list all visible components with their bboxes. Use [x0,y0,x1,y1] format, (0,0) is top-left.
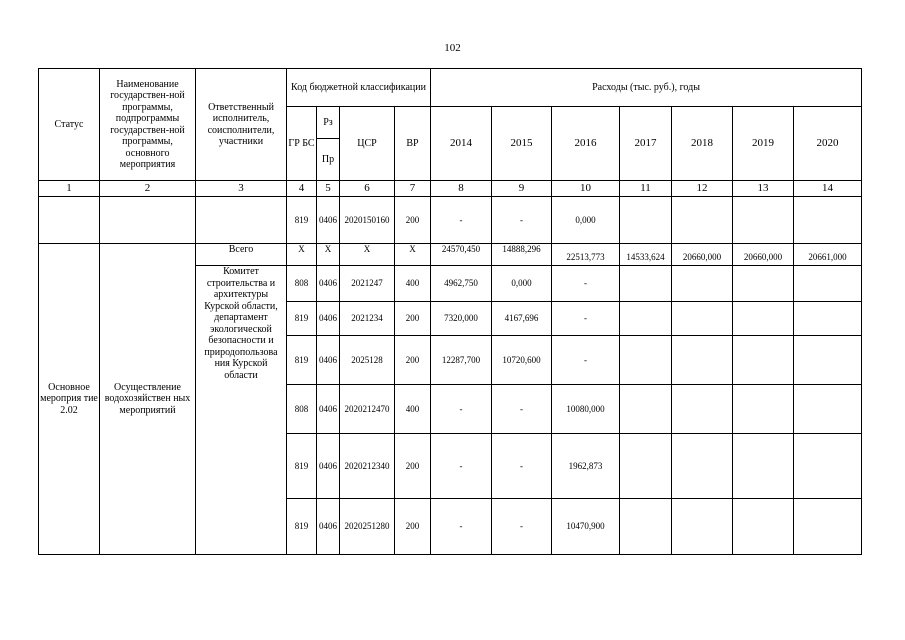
cell-empty [733,197,794,244]
cell-csr: 2021234 [340,302,395,336]
cell-grbs: 808 [287,385,317,434]
cell-vr: X [395,244,431,266]
cell-empty [620,434,672,499]
header-rz: Рз [317,107,340,139]
column-number: 2 [100,181,196,197]
cell-rzpr: 0406 [317,266,340,302]
cell-rzpr: 0406 [317,385,340,434]
cell-csr: 2020251280 [340,499,395,555]
column-numbers-row [39,181,862,197]
cell-empty [733,302,794,336]
header-year: 2019 [733,107,794,181]
cell-empty [672,336,733,385]
section-status: Основное мероприя тие 2.02 [39,244,100,555]
cell-2015: 0,000 [492,266,552,302]
cell-csr: 2020150160 [340,197,395,244]
cell-2016: - [552,336,620,385]
cell-2014: - [431,499,492,555]
cell-empty [620,266,672,302]
cell-2014: 7320,000 [431,302,492,336]
cell-grbs: 819 [287,302,317,336]
cell-empty [100,197,196,244]
cell-grbs: 819 [287,499,317,555]
cell-empty [733,434,794,499]
cell-empty [620,499,672,555]
cell-empty [620,336,672,385]
column-number: 7 [395,181,431,197]
header-grbs: ГР БС [287,107,317,181]
cell-2015: - [492,499,552,555]
cell-grbs: 808 [287,266,317,302]
cell-empty [733,385,794,434]
cell-csr: X [340,244,395,266]
cell-rzpr: 0406 [317,302,340,336]
cell-empty [794,385,862,434]
cell-2016: 0,000 [552,197,620,244]
cell-2014: - [431,385,492,434]
column-number: 1 [39,181,100,197]
cell-2014: 24570,450 [431,244,492,266]
header-budget-code: Код бюджетной классификации [287,69,431,107]
page-number: 102 [444,42,461,54]
cell-2014: - [431,434,492,499]
cell-2015: 10720,600 [492,336,552,385]
cell-empty [672,266,733,302]
cell-empty [672,385,733,434]
header-status: Статус [39,69,100,181]
cell-empty [794,197,862,244]
total-label: Всего [196,244,287,266]
header-responsible: Ответственный исполнитель, соисполнители, участники [196,69,287,181]
cell-rzpr: 0406 [317,336,340,385]
cell-2016: 10470,900 [552,499,620,555]
cell-csr: 2020212340 [340,434,395,499]
cell-empty [733,336,794,385]
column-number: 14 [794,181,862,197]
table-row [39,197,862,244]
cell-csr: 2021247 [340,266,395,302]
column-number: 4 [287,181,317,197]
cell-empty [196,197,287,244]
cell-vr: 400 [395,385,431,434]
cell-2015: - [492,197,552,244]
cell-empty [794,336,862,385]
header-expenses: Расходы (тыс. руб.), годы [431,69,862,107]
header-pr: Пр [317,139,340,181]
cell-rzpr: 0406 [317,197,340,244]
column-number: 13 [733,181,794,197]
cell-empty [672,499,733,555]
cell-vr: 200 [395,302,431,336]
cell-2014: - [431,197,492,244]
cell-empty [794,499,862,555]
header-year: 2016 [552,107,620,181]
cell-empty [39,197,100,244]
cell-grbs: 819 [287,434,317,499]
cell-vr: 200 [395,434,431,499]
cell-empty [672,434,733,499]
cell-grbs: 819 [287,336,317,385]
cell-2018: 20660,000 [672,244,733,266]
column-number: 11 [620,181,672,197]
header-year: 2020 [794,107,862,181]
cell-vr: 400 [395,266,431,302]
cell-grbs: X [287,244,317,266]
cell-vr: 200 [395,197,431,244]
cell-empty [733,499,794,555]
cell-2017: 14533,624 [620,244,672,266]
header-row [39,69,862,107]
cell-2016: - [552,302,620,336]
cell-vr: 200 [395,499,431,555]
header-csr: ЦСР [340,107,395,181]
total-row [39,244,862,266]
cell-rzpr: 0406 [317,499,340,555]
cell-2016: 10080,000 [552,385,620,434]
header-year: 2018 [672,107,733,181]
header-year: 2014 [431,107,492,181]
cell-2015: 14888,296 [492,244,552,266]
cell-empty [620,197,672,244]
cell-2016: 1962,873 [552,434,620,499]
cell-empty [794,302,862,336]
header-name: Наименование государствен-ной программы, подпрограммы государствен-ной программы, основного мероприятия [100,69,196,181]
cell-empty [794,434,862,499]
column-number: 10 [552,181,620,197]
column-number: 12 [672,181,733,197]
cell-2016: - [552,266,620,302]
cell-2014: 12287,700 [431,336,492,385]
cell-rzpr: 0406 [317,434,340,499]
column-number: 9 [492,181,552,197]
cell-empty [672,302,733,336]
cell-empty [672,197,733,244]
cell-2015: - [492,434,552,499]
cell-2019: 20660,000 [733,244,794,266]
cell-rzpr: X [317,244,340,266]
budget-table [38,68,862,555]
cell-empty [733,266,794,302]
column-number: 8 [431,181,492,197]
cell-grbs: 819 [287,197,317,244]
header-year: 2015 [492,107,552,181]
cell-csr: 2020212470 [340,385,395,434]
header-year: 2017 [620,107,672,181]
header-vr: ВР [395,107,431,181]
column-number: 3 [196,181,287,197]
cell-vr: 200 [395,336,431,385]
cell-2015: 4167,696 [492,302,552,336]
cell-2020: 20661,000 [794,244,862,266]
cell-csr: 2025128 [340,336,395,385]
section-name: Осуществление водохозяйствен ных мероприятий [100,244,196,555]
cell-empty [794,266,862,302]
cell-2014: 4962,750 [431,266,492,302]
cell-empty [620,385,672,434]
cell-2015: - [492,385,552,434]
participants-cell: Комитет строительства и архитектуры Курской области, департамент экологической безопасности и природопользова ния Курской области [196,266,287,555]
column-number: 5 [317,181,340,197]
cell-empty [620,302,672,336]
cell-2016: 22513,773 [552,244,620,266]
column-number: 6 [340,181,395,197]
